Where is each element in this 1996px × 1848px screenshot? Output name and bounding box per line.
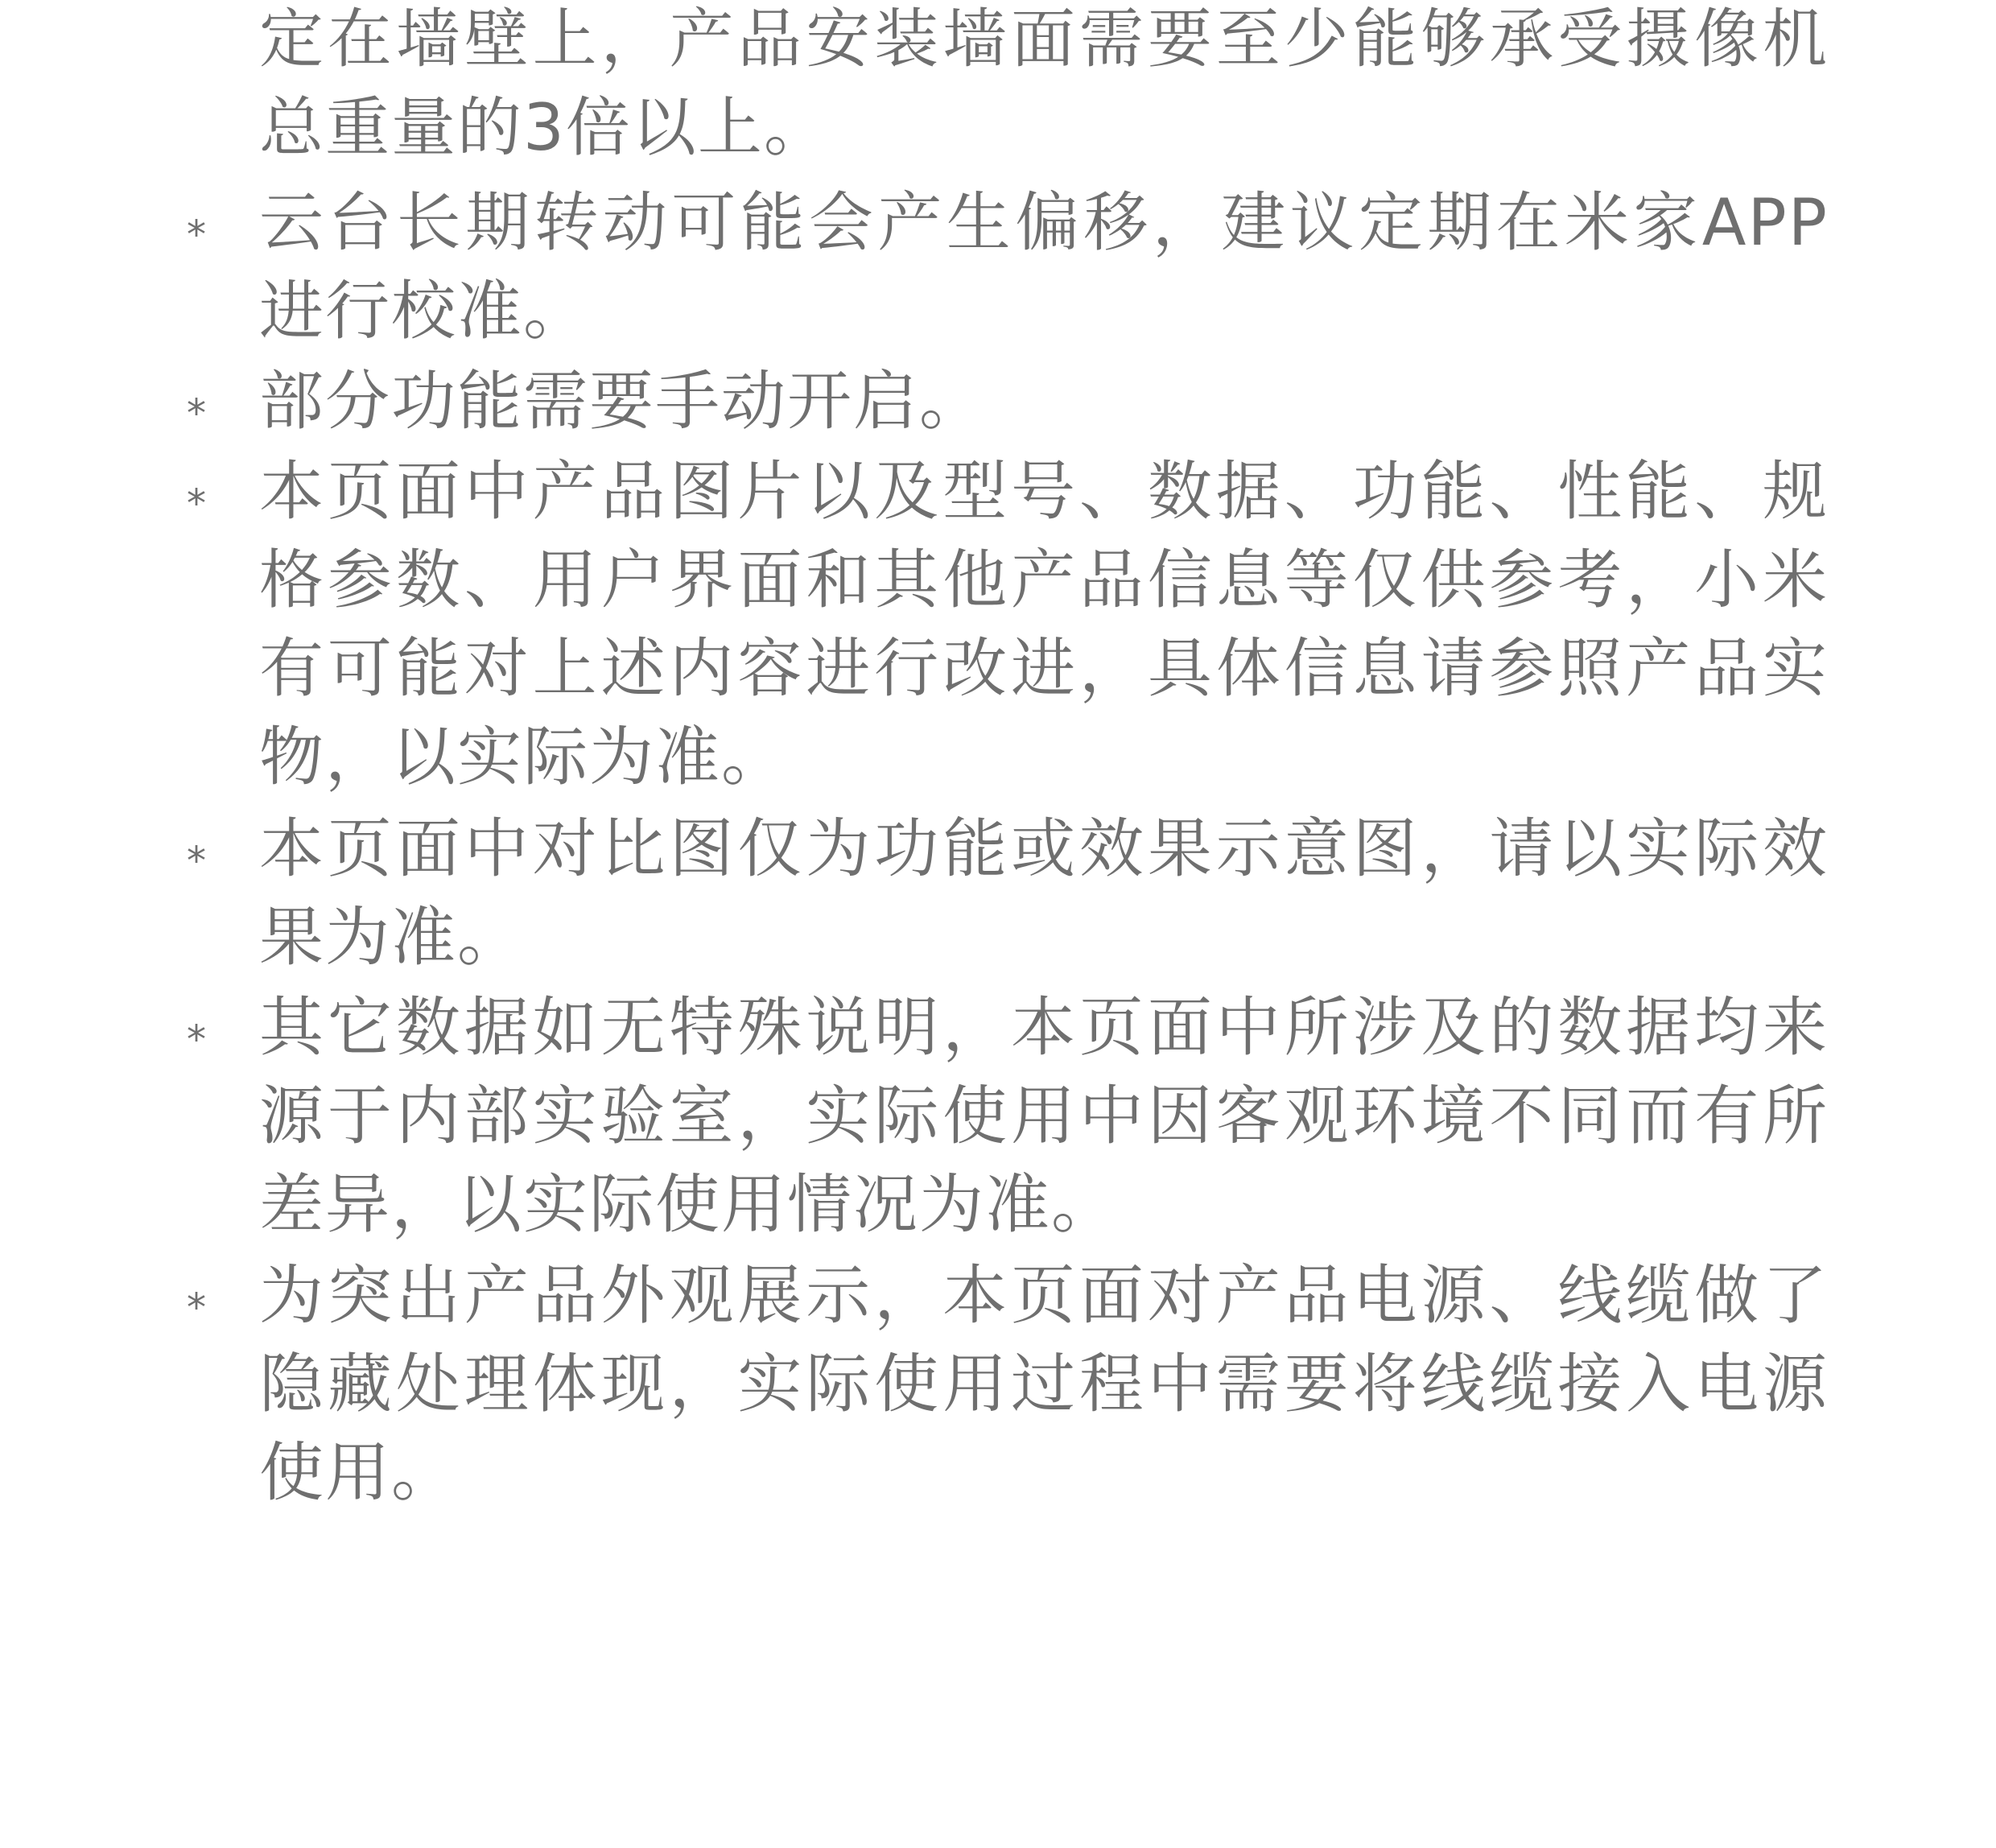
asterisk-icon: * xyxy=(187,391,206,436)
note-text: 定在墙壁上，产品安装墙面需要至少能够承受摄像机总重量的3倍以上。 xyxy=(259,2,1829,165)
asterisk-icon: * xyxy=(187,839,206,884)
note-text: 其它数据如无特殊说明，本页面中所涉及的数据均来源于内部实验室，实际使用中因客观环境不同而有所差异，以实际使用情况为准。 xyxy=(259,990,1829,1242)
note-text: 本页面中对比图仅为功能或效果示意图，请以实际效果为准。 xyxy=(259,811,1829,975)
asterisk-icon: * xyxy=(187,1285,206,1330)
note-text: 本页面中产品图片以及型号、数据、功能、性能、规格参数、用户界面和其他产品信息等仅供参考，小米有可能对上述内容进行改进，具体信息请参照产品实物，以实际为准。 xyxy=(259,454,1829,794)
asterisk-icon: * xyxy=(187,1017,206,1062)
note-text: 云台长期转动可能会产生偏移，建议定期在米家APP进行校准。 xyxy=(259,185,1829,349)
asterisk-icon: * xyxy=(187,212,206,258)
note-text: 部分功能需要手动开启。 xyxy=(259,364,985,439)
asterisk-icon: * xyxy=(187,481,206,526)
note-text: 为突出产品外观展示，本页面对产品电源、线缆做了隐藏处理体现，实际使用过程中需要将线缆接入电源使用。 xyxy=(259,1258,1829,1510)
